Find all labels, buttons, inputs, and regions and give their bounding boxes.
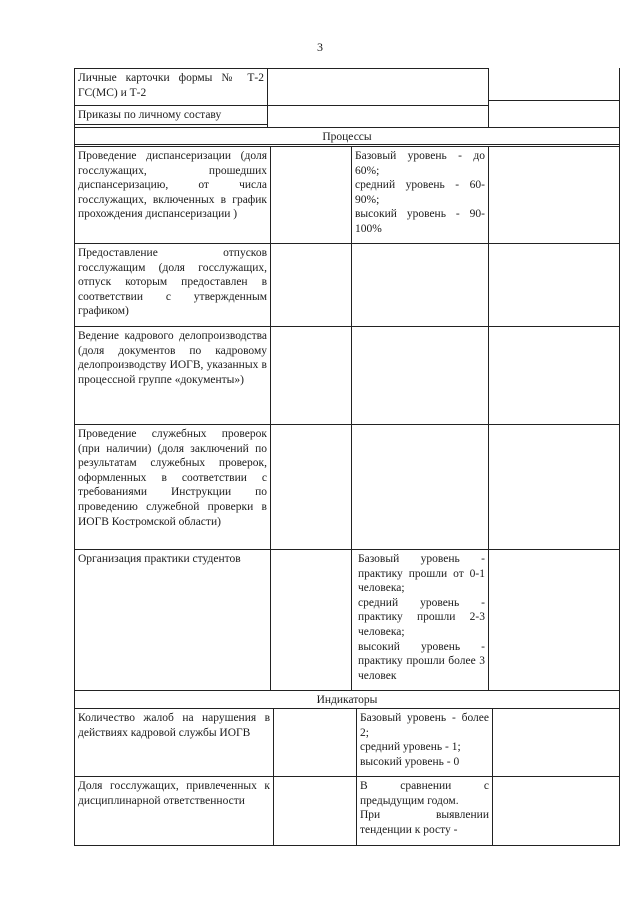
col-divider [492,708,493,846]
page-number: 3 [317,40,323,54]
row-vacations: Предоставление отпусков госслужащим (доля госслужащих, отпуск которым предоставлен в соответствии с утвержденным графиком) [78,247,267,318]
col-divider [270,146,271,691]
row-complaints: Количество жалоб на нарушения в действиях кадровой службы ИОГВ [78,712,270,739]
row-disciplinary: Доля госслужащих, привлеченных к дисциплинарной ответственности [78,780,270,807]
row-dispensary: Проведение диспансеризации (доля госслужащих, прошедших диспансеризацию, от числа госслужащих, включенных в график прохождения диспансеризации ) [78,150,267,221]
levels-complaints: Базовый уровень - более 2; средний уровень - 1; высокий уровень - 0 [360,712,489,768]
row-inspections: Проведение служебных проверок (при наличии) (доля заключений по результатам служебных проверок, оформленных в соответствии с требованиями Инструкции по проведению служебной проверки в ИОГВ Костромской области) [78,428,267,528]
col-divider [619,68,620,846]
row-internship: Организация практики студентов [78,553,241,565]
row-orders: Приказы по личному составу [78,109,222,121]
levels-processes: Базовый уровень - до 60%; средний уровень - 60-90%; высокий уровень - 90-100% [355,150,485,235]
levels-internship: Базовый уровень - практику прошли от 0-1 человека; средний уровень - практику прошли 2-3 человека; высокий уровень - практику прошли более 3 человек [358,553,485,682]
row-divider [74,124,268,125]
section-indicators-header: Индикаторы [316,694,378,706]
row-divider [74,845,620,846]
col-divider [267,68,268,128]
row-personal-cards: Личные карточки формы № Т-2 ГС(МС) и Т-2 [78,72,264,99]
row-divider [488,100,620,101]
col-divider [488,68,489,128]
col-divider [488,146,489,691]
row-hr-records: Ведение кадрового делопроизводства (доля документов по кадровому делопроизводству ИОГВ, указанных в процессной группе «документы») [78,330,267,386]
levels-disciplinary: В сравнении с предыдущим годом. При выявлении тенденции к росту - [360,780,489,836]
col-divider [273,708,274,846]
section-processes-header: Процессы [322,131,372,143]
